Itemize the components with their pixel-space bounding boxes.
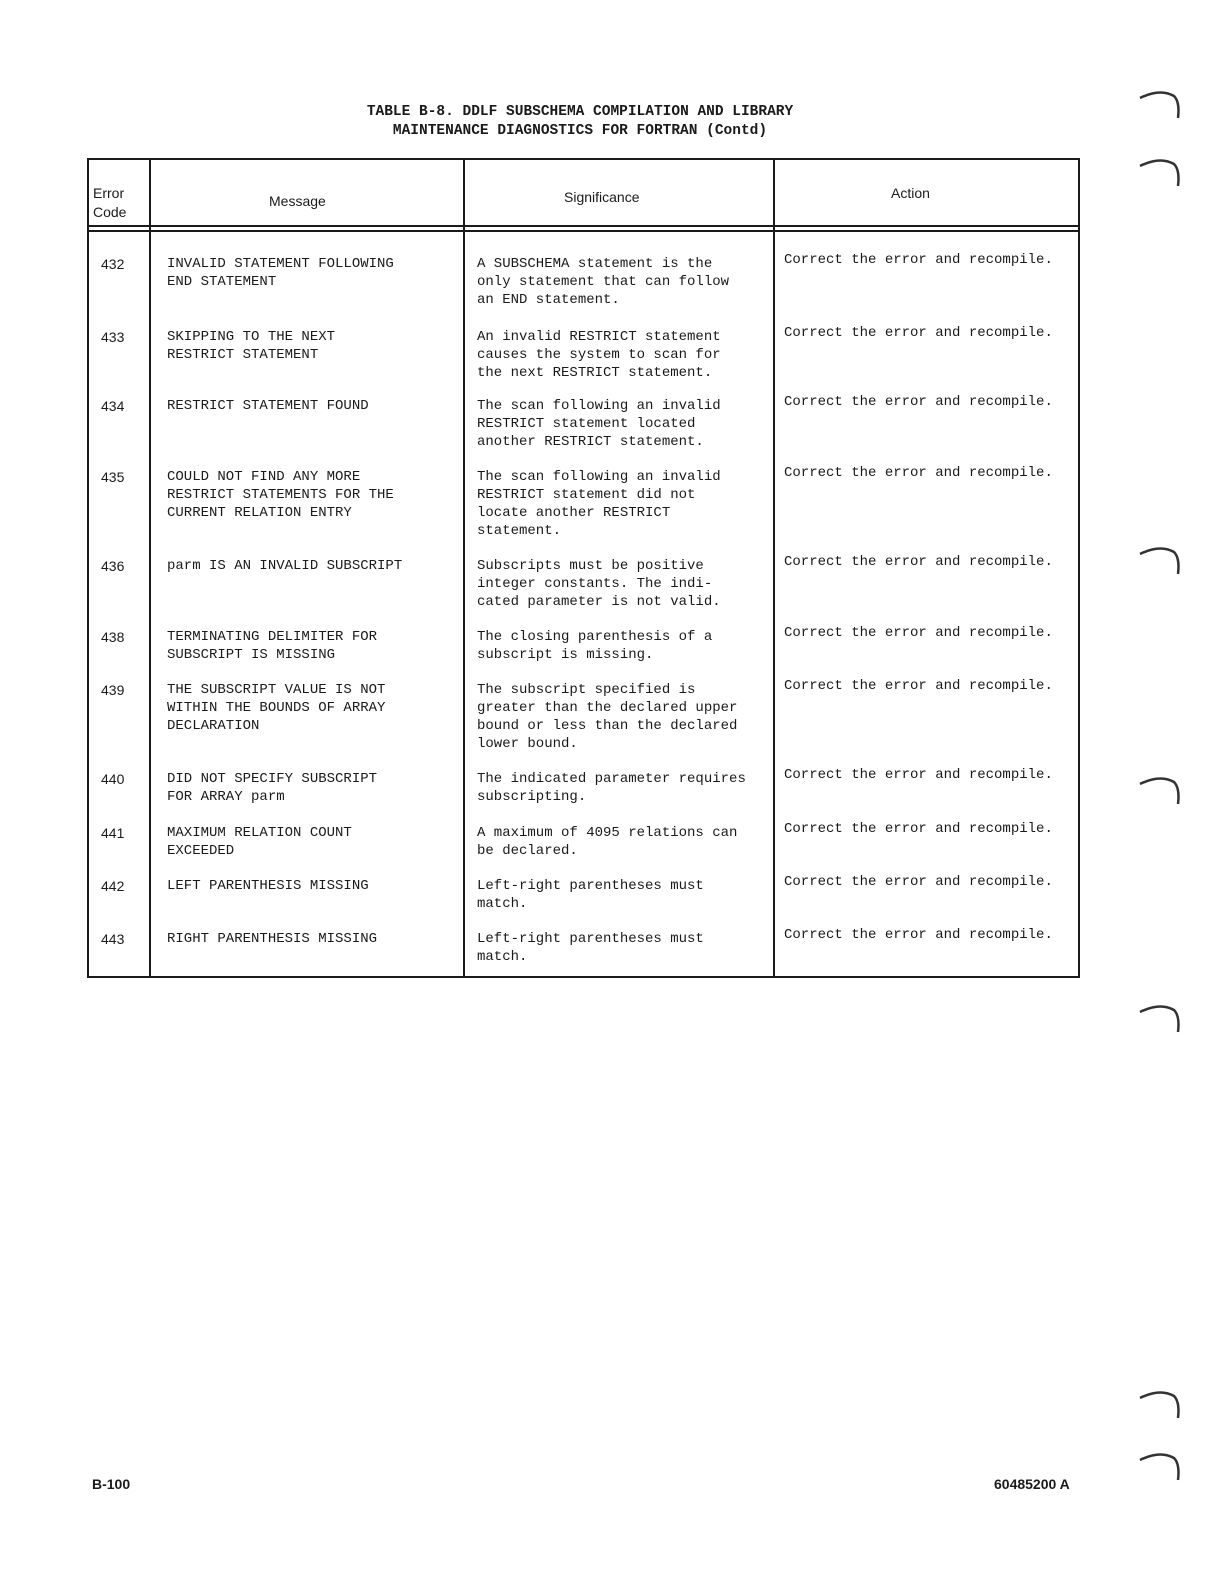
row-action: Correct the error and recompile. [784, 554, 1053, 570]
binder-ring-mark [1136, 86, 1184, 120]
row-action: Correct the error and recompile. [784, 465, 1053, 481]
row-message: INVALID STATEMENT FOLLOWING END STATEMENT [167, 256, 394, 290]
row-significance: The subscript specified is greater than the declared upper bound or less than the declared lower bound. [477, 682, 738, 752]
row-action: Correct the error and recompile. [784, 325, 1053, 341]
row-message: COULD NOT FIND ANY MORE RESTRICT STATEMENTS FOR THE CURRENT RELATION ENTRY [167, 469, 394, 521]
binder-ring-mark [1136, 1000, 1184, 1034]
row-error-code: 438 [101, 629, 125, 645]
header-message: Message [269, 193, 326, 209]
page-number: B-100 [92, 1476, 131, 1492]
row-action: Correct the error and recompile. [784, 927, 1053, 943]
row-action: Correct the error and recompile. [784, 678, 1053, 694]
row-error-code: 436 [101, 558, 125, 574]
row-message: RESTRICT STATEMENT FOUND [167, 398, 369, 414]
header-rule [89, 230, 1078, 232]
row-significance: A maximum of 4095 relations can be declared. [477, 825, 738, 859]
binder-ring-mark [1136, 1448, 1184, 1482]
binder-ring-mark [1136, 154, 1184, 188]
row-error-code: 441 [101, 825, 125, 841]
binder-ring-mark [1136, 542, 1184, 576]
row-significance: The closing parenthesis of a subscript is missing. [477, 629, 713, 663]
header-significance: Significance [564, 189, 640, 205]
row-message: THE SUBSCRIPT VALUE IS NOT WITHIN THE BOUNDS OF ARRAY DECLARATION [167, 682, 386, 734]
row-message: LEFT PARENTHESIS MISSING [167, 878, 369, 894]
row-message: DID NOT SPECIFY SUBSCRIPT FOR ARRAY parm [167, 771, 378, 805]
row-action: Correct the error and recompile. [784, 767, 1053, 783]
row-significance: The indicated parameter requires subscripting. [477, 771, 746, 805]
header-error-code: Error Code [93, 185, 127, 220]
row-significance: The scan following an invalid RESTRICT statement located another RESTRICT statement. [477, 398, 721, 450]
row-message: TERMINATING DELIMITER FOR SUBSCRIPT IS MISSING [167, 629, 378, 663]
row-error-code: 432 [101, 256, 125, 272]
row-action: Correct the error and recompile. [784, 625, 1053, 641]
row-action: Correct the error and recompile. [784, 821, 1053, 837]
row-message: MAXIMUM RELATION COUNT EXCEEDED [167, 825, 352, 859]
row-error-code: 433 [101, 329, 125, 345]
table-title-line-2: MAINTENANCE DIAGNOSTICS FOR FORTRAN (Contd) [392, 123, 768, 139]
row-significance: Left-right parentheses must match. [477, 878, 704, 912]
row-action: Correct the error and recompile. [784, 874, 1053, 890]
row-message: RIGHT PARENTHESIS MISSING [167, 931, 378, 947]
row-error-code: 434 [101, 398, 125, 414]
table-title [320, 103, 840, 141]
row-error-code: 439 [101, 682, 125, 698]
row-significance: An invalid RESTRICT statement causes the system to scan for the next RESTRICT statement. [477, 329, 721, 381]
row-error-code: 443 [101, 931, 125, 947]
table-title-line-1: TABLE B-8. DDLF SUBSCHEMA COMPILATION AND LIBRARY [366, 104, 794, 120]
binder-ring-mark [1136, 772, 1184, 806]
row-error-code: 435 [101, 469, 125, 485]
binder-ring-mark [1136, 1386, 1184, 1420]
row-message: parm IS AN INVALID SUBSCRIPT [167, 558, 403, 574]
row-significance: Left-right parentheses must match. [477, 931, 704, 965]
header-rule [89, 225, 1078, 227]
header-action: Action [891, 185, 930, 201]
row-significance: A SUBSCHEMA statement is the only statement that can follow an END statement. [477, 256, 730, 308]
row-error-code: 442 [101, 878, 125, 894]
diagnostics-table [87, 158, 1080, 978]
row-significance: Subscripts must be positive integer constants. The indi- cated parameter is not valid. [477, 558, 721, 610]
row-action: Correct the error and recompile. [784, 252, 1053, 268]
row-significance: The scan following an invalid RESTRICT statement did not locate another RESTRICT statement. [477, 469, 721, 539]
row-action: Correct the error and recompile. [784, 394, 1053, 410]
document-number: 60485200 A [994, 1476, 1070, 1492]
row-error-code: 440 [101, 771, 125, 787]
row-message: SKIPPING TO THE NEXT RESTRICT STATEMENT [167, 329, 336, 363]
